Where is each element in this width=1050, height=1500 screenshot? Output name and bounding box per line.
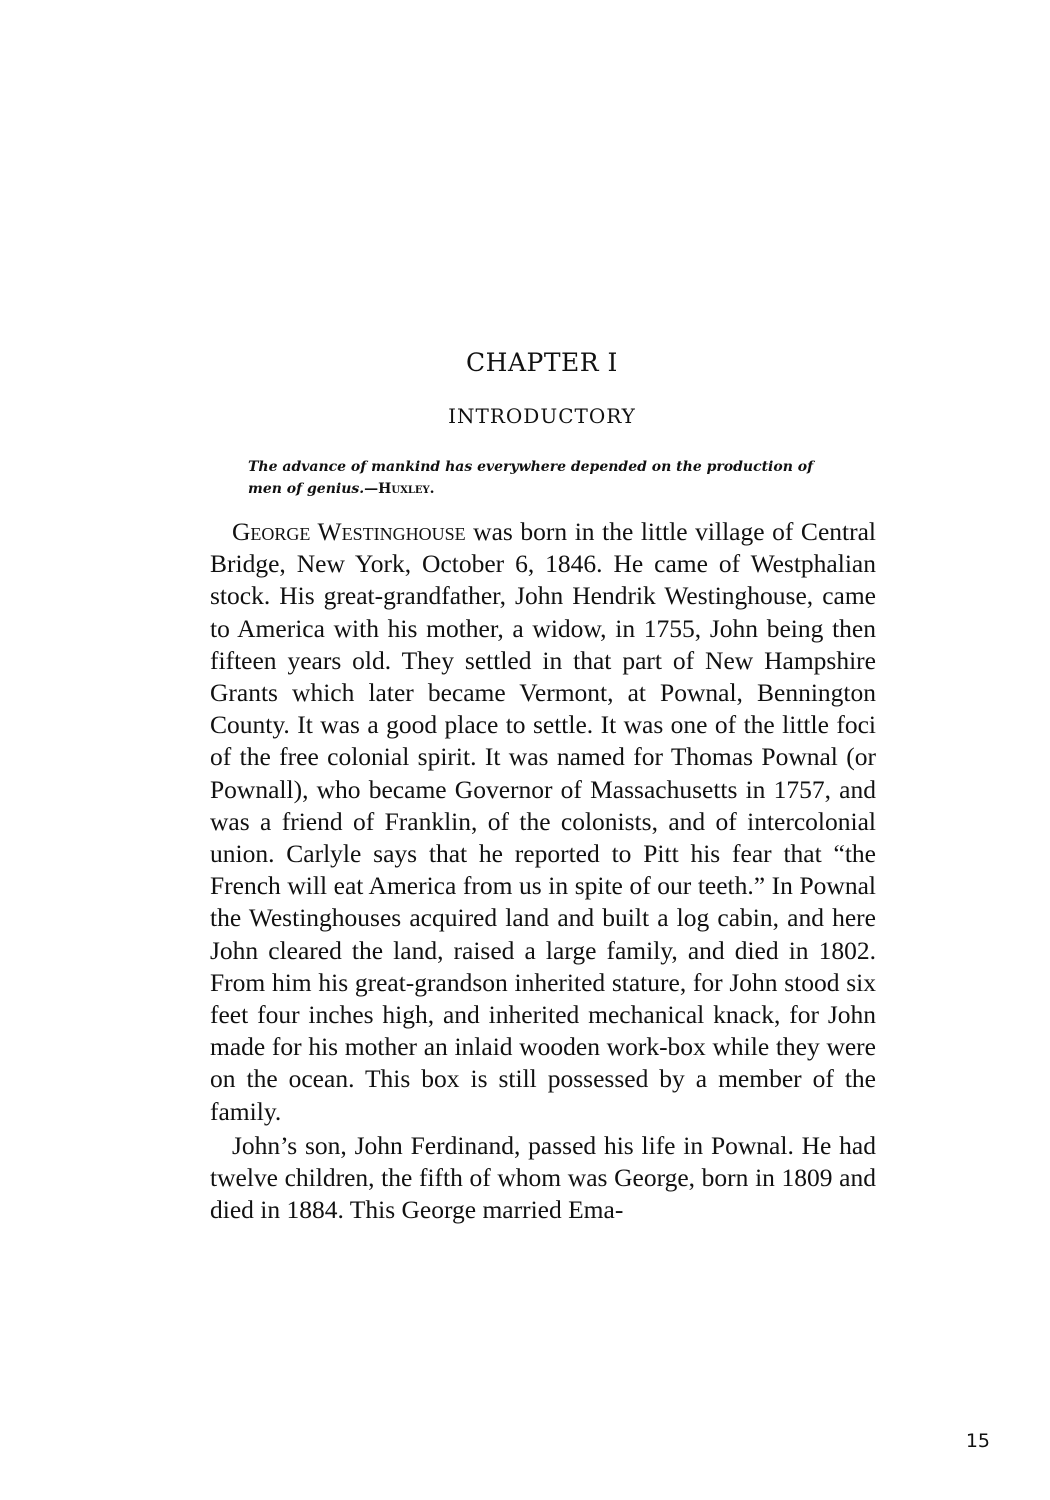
paragraph-lead-name: George Westinghouse [232, 517, 466, 546]
epigraph-attribution: —Huxley. [364, 481, 435, 497]
epigraph [248, 456, 848, 500]
paragraph-1-text: was born in the little village of Central Bridge, New York, October 6, 1846. He came of Westphalian stock. His great-grandfather, John Hendrik Westinghouse, came to America with his mother, a widow, in 1755, John being then fifteen years old. They settled in that part of New Hampshire Grants which later became Vermont, at Pownal, Bennington County. It was a good place to settle. It was one of the little foci of the free colonial spirit. It was named for Thomas Pownal (or Pownall), who became Governor of Massachusetts in 1757, and was a friend of Franklin, of the colonists, and of intercolonial union. Carlyle says that he reported to Pitt his fear that “the French will eat America from us in spite of our teeth.” In Pownal the Westinghouses acquired land and built a log cabin, and here John cleared the land, raised a large family, and died in 1802. From him his great-grandson inherited stature, for John stood six feet four inches high, and inherited mechanical knack, for John made for his mother an inlaid wooden work-box while they were on the ocean. This box is still possessed by a member of the family. [210, 517, 876, 1126]
chapter-heading: CHAPTER I [466, 348, 618, 377]
epigraph-quote: The advance of mankind has everywhere depended on the production of men of genius. [248, 459, 814, 497]
chapter-subheading: INTRODUCTORY [448, 404, 636, 428]
paragraph-2 [210, 1130, 876, 1227]
page-number: 15 [965, 1430, 990, 1452]
paragraph-1 [210, 516, 876, 1128]
body-text [210, 516, 876, 1226]
paragraph-2-text: John’s son, John Ferdinand, passed his life in Pownal. He had twelve children, the fifth of whom was George, born in 1809 and died in 1884. This George married Ema- [210, 1130, 876, 1225]
